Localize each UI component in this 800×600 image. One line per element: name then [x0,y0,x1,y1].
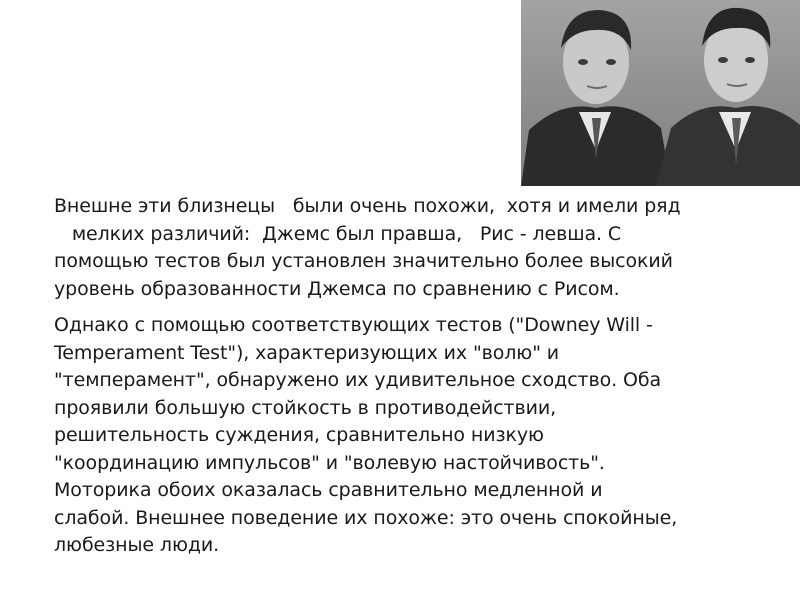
text-line: Однако с помощью соответствующих тестов ("Downey Will - [54,314,653,336]
text-line: Внешне эти близнецы были очень похожи, хотя и имели ряд [54,195,681,217]
paragraph-differences [54,193,796,303]
text-line: проявили большую стойкость в противодействии, [54,396,557,419]
text-line: решительность суждения, сравнительно низкую [54,424,544,446]
text-line: любезные люди. [54,534,220,556]
text-line: "темперамент", обнаружено их удивительное сходство. Оба [54,369,662,391]
text-line: Temperament Test"), характеризующих их "волю" и [54,341,560,364]
text-line: Моторика обоих оказалась сравнительно медленной и [54,479,603,501]
text-line: "координацию импульсов" и "волевую настойчивость". [54,451,605,474]
twins-photo [521,0,800,186]
text-line: уровень образованности Джемса по сравнению с Рисом. [54,277,620,300]
text-line: слабой. Внешнее поведение их похоже: это очень спокойные, [54,506,678,529]
paragraph-similarities [54,312,796,560]
text-line: помощью тестов был установлен значительно более высокий [54,250,673,272]
text-line: мелких различий: Джемс был правша, Рис - левша. С [54,222,622,245]
